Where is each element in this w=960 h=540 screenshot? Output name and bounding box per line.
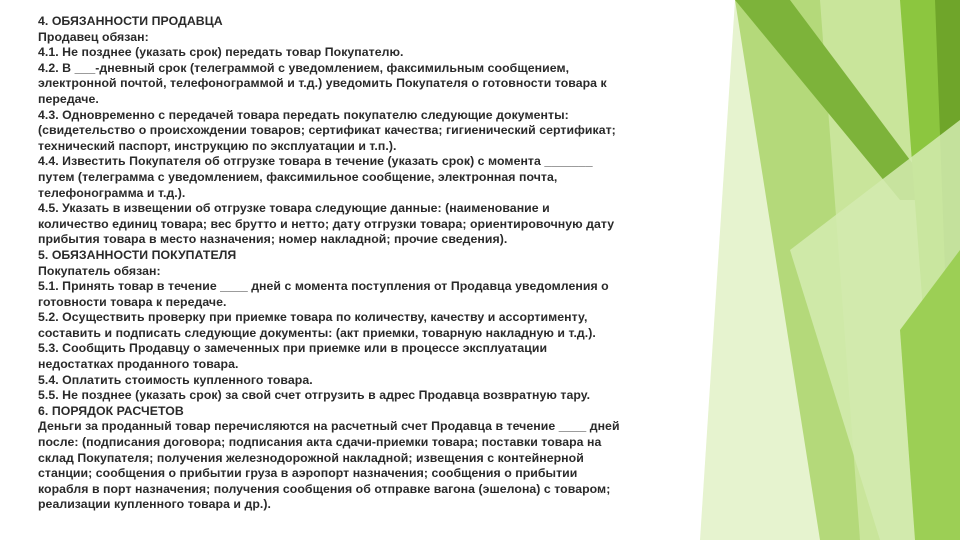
text-line: Деньги за проданный товар перечисляются на расчетный счет Продавца в течение ____ дней <box>38 419 620 434</box>
text-line: 4.3. Одновременно с передачей товара передать покупателю следующие документы: <box>38 107 569 122</box>
text-line: прибытия товара в место назначения; номер накладной; прочие сведения). <box>38 232 508 247</box>
text-line: телефонограмма и т.д.). <box>38 185 186 200</box>
text-line: 4.5. Указать в извещении об отгрузке товара следующие данные: (наименование и <box>38 201 550 216</box>
text-line: 5.5. Не позднее (указать срок) за свой счет отгрузить в адрес Продавца возвратную тару. <box>38 388 591 403</box>
text-line: электронной почтой, телефонограммой и т.д.) уведомить Покупателя о готовности товара к <box>38 76 607 91</box>
text-line: путем (телеграмма с уведомлением, факсимильное сообщение, электронная почта, <box>38 169 558 184</box>
text-line: Продавец обязан: <box>38 29 149 44</box>
text-line: 5.4. Оплатить стоимость купленного товара. <box>38 372 313 387</box>
text-line: передаче. <box>38 91 99 106</box>
text-line: станции; сообщения о прибытии груза в аэропорт назначения; сообщения о прибытии <box>38 466 578 481</box>
text-line: 5.1. Принять товар в течение ____ дней с момента поступления от Продавца уведомления о <box>38 279 609 294</box>
text-line: 5.2. Осуществить проверку при приемке товара по количеству, качеству и ассортименту, <box>38 310 588 325</box>
text-line: 4.4. Известить Покупателя об отгрузке товара в течение (указать срок) с момента _______ <box>38 154 593 169</box>
text-line: готовности товара к передаче. <box>38 294 227 309</box>
text-line: недостатках проданного товара. <box>38 357 239 372</box>
text-line: технический паспорт, инструкцию по эксплуатации и т.п.). <box>38 138 397 153</box>
text-line: 6. ПОРЯДОК РАСЧЕТОВ <box>38 403 184 418</box>
text-line: корабля в порт назначения; получения сообщения об отправке вагона (эшелона) с товаром; <box>38 481 611 496</box>
text-line: склад Покупателя; получения железнодорожной накладной; извещения с контейнерной <box>38 450 584 465</box>
text-line: 4. ОБЯЗАННОСТИ ПРОДАВЦА <box>38 14 223 28</box>
text-line: составить и подписать следующие документы: (акт приемки, товарную накладную и т.д.). <box>38 325 596 340</box>
contract-text <box>38 14 720 513</box>
text-line: после: (подписания договора; подписания акта сдачи-приемки товара; поставки товара на <box>38 435 602 450</box>
text-line: 4.1. Не позднее (указать срок) передать товар Покупателю. <box>38 45 404 60</box>
text-line: количество единиц товара; вес брутто и нетто; дату отгрузки товара; ориентировочную дату <box>38 216 615 231</box>
text-line: 4.2. В ___-дневный срок (телеграммой с уведомлением, факсимильным сообщением, <box>38 60 570 75</box>
text-line: 5.3. Сообщить Продавцу о замеченных при приемке или в процессе эксплуатации <box>38 341 548 356</box>
text-line: (свидетельство о происхождении товаров; сертификат качества; гигиенический сертификат; <box>38 123 616 138</box>
text-line: 5. ОБЯЗАННОСТИ ПОКУПАТЕЛЯ <box>38 247 237 262</box>
text-line: реализации купленного товара и др.). <box>38 497 272 512</box>
text-line: Покупатель обязан: <box>38 263 161 278</box>
